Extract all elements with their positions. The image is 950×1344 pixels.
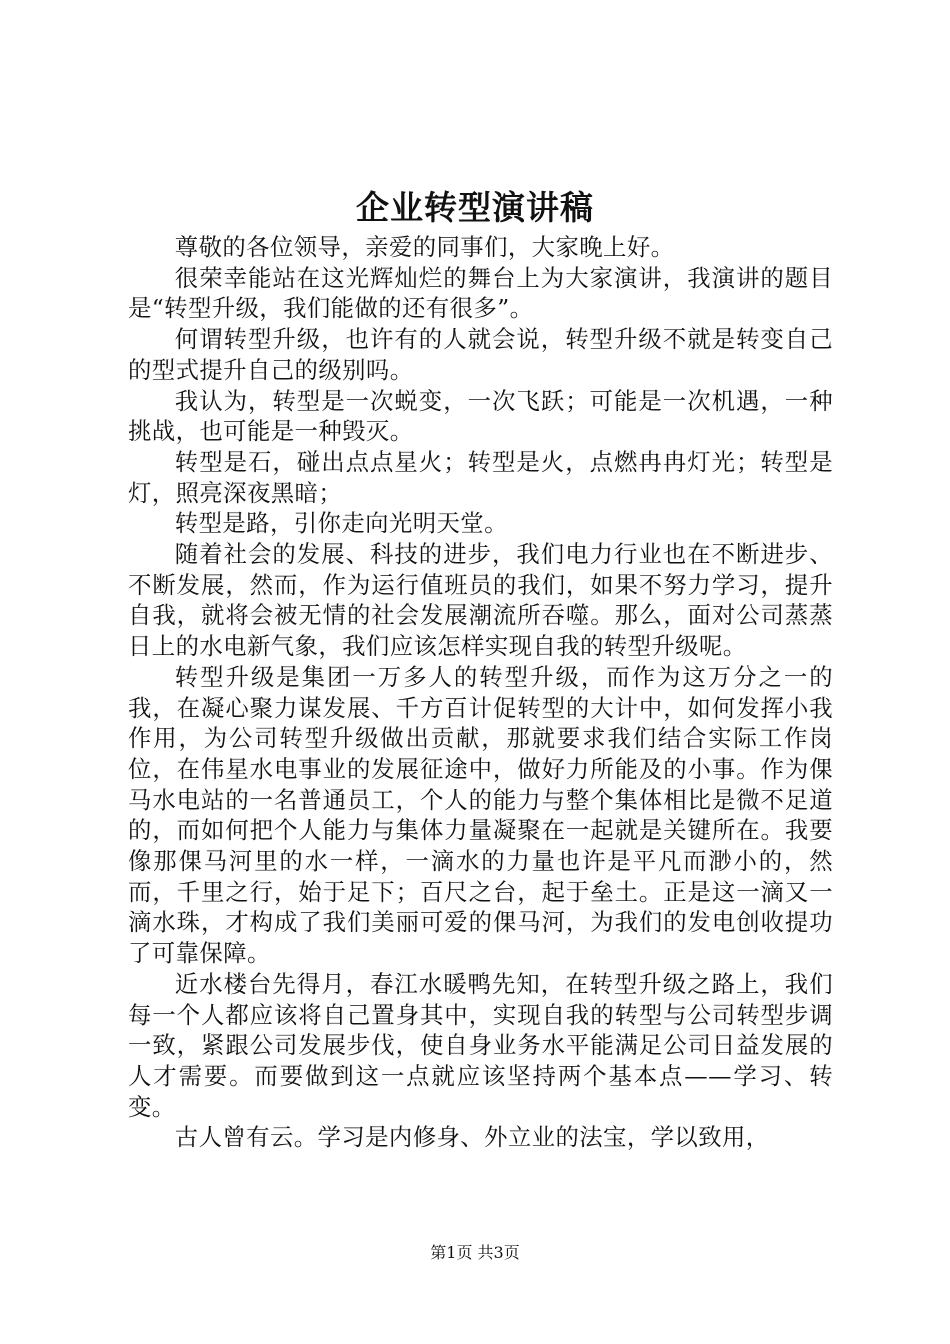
page-footer: 第1页 共3页 bbox=[430, 1243, 520, 1262]
document-title: 企业转型演讲稿 bbox=[356, 188, 594, 227]
paragraph: 何谓转型升级，也许有的人就会说，转型升级不就是转变自己的型式提升自己的级别吗。 bbox=[128, 325, 833, 384]
paragraph: 近水楼台先得月，春江水暖鸭先知，在转型升级之路上，我们每一个人都应该将自己置身其中，实现自我的转型与公司转型步调一致，紧跟公司发展步伐，使自身业务水平能满足公司日益发展的人才需要。而要做到这一点就应该坚持两个基本点——学习、转变。 bbox=[128, 969, 833, 1121]
paragraph: 很荣幸能站在这光辉灿烂的舞台上为大家演讲，我演讲的题目是“转型升级，我们能做的还有很多”。 bbox=[128, 263, 833, 323]
paragraph: 我认为，转型是一次蜕变，一次飞跃；可能是一次机遇，一种挑战，也可能是一种毁灭。 bbox=[128, 386, 833, 446]
paragraph: 转型是石，碰出点点星火；转型是火，点燃冉冉灯光；转型是灯，照亮深夜黑暗； bbox=[128, 447, 833, 507]
paragraph: 随着社会的发展、科技的进步，我们电力行业也在不断进步、不断发展，然而，作为运行值班员的我们，如果不努力学习，提升自我，就将会被无情的社会发展潮流所吞噬。那么，面对公司蒸蒸日上的水电新气象，我们应该怎样实现自我的转型升级呢。 bbox=[128, 540, 833, 661]
paragraph: 转型是路，引你走向光明天堂。 bbox=[174, 509, 508, 538]
document-body bbox=[128, 232, 833, 1153]
paragraph: 转型升级是集团一万多人的转型升级，而作为这万分之一的我，在凝心聚力谋发展、千方百计促转型的大计中，如何发挥小我作用，为公司转型升级做出贡献，那就要求我们结合实际工作岗位，在伟星水电事业的发展征途中，做好力所能及的小事。作为倮马水电站的一名普通员工，个人的能力与整个集体相比是微不足道的，而如何把个人能力与集体力量凝聚在一起就是关键所在。我要像那倮马河里的水一样，一滴水的力量也许是平凡而渺小的，然而，千里之行，始于足下；百尺之台，起于垒土。正是这一滴又一滴水珠，才构成了我们美丽可爱的倮马河，为我们的发电创收提功了可靠保障。 bbox=[128, 662, 833, 968]
paragraph: 古人曾有云。学习是内修身、外立业的法宝，学以致用， bbox=[174, 1123, 770, 1152]
paragraph: 尊敬的各位领导，亲爱的同事们，大家晚上好。 bbox=[174, 233, 675, 261]
